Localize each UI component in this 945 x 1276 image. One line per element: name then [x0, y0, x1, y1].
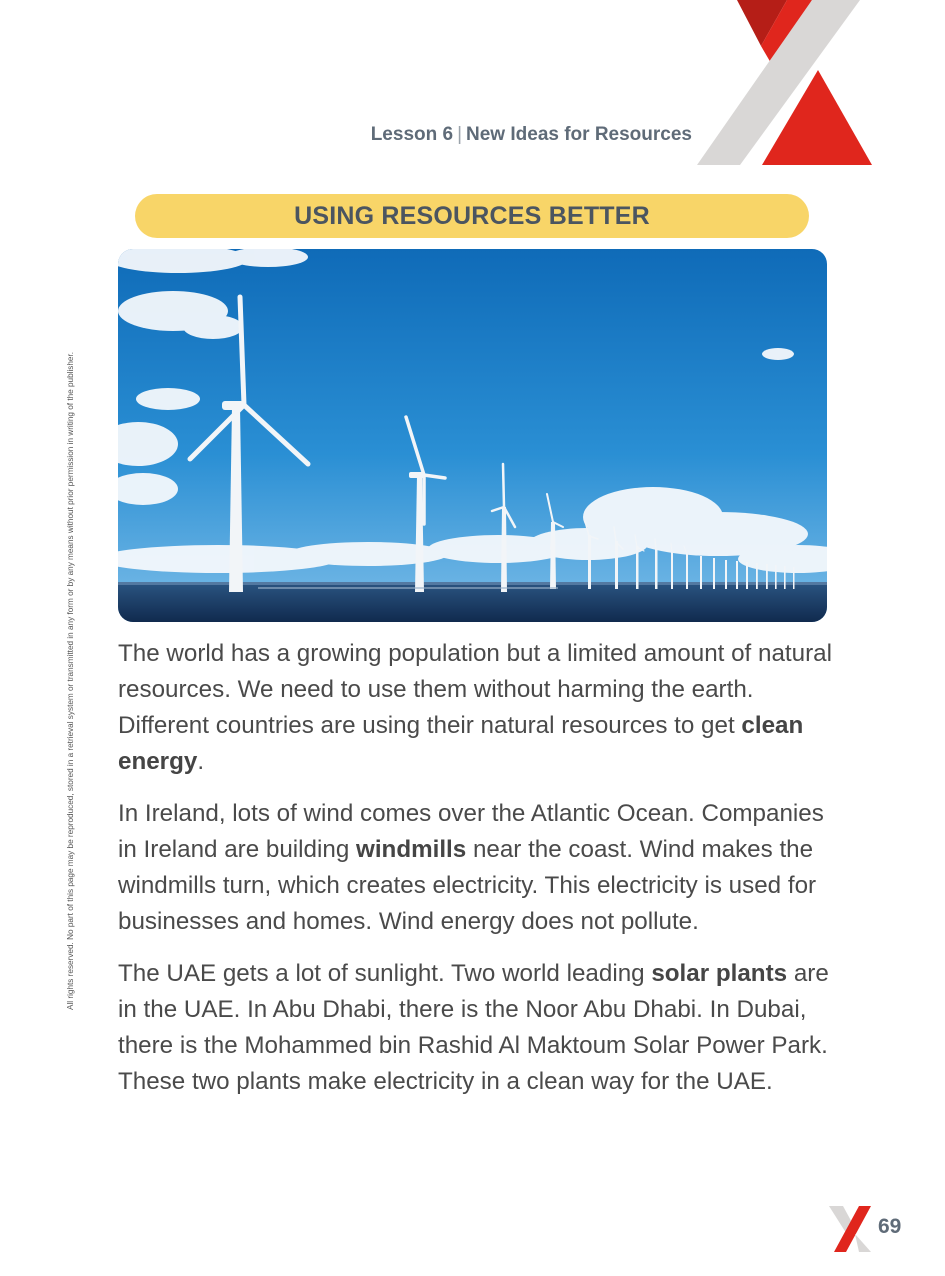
- paragraph-text: are in the UAE. In Abu Dhabi, there is the Noor Abu Dhabi. In Dubai, there is the Mohammed bin Rashid Al Maktoum Solar Power Park. These two plants make electricity in a clean way for the UAE.: [118, 960, 829, 1095]
- paragraph: [118, 796, 838, 940]
- paragraph-text: In Ireland, lots of wind comes over the Atlantic Ocean. Companies in Ireland are building: [118, 800, 824, 863]
- page-x-logo-icon: [829, 1206, 873, 1252]
- header-separator: |: [457, 124, 463, 145]
- key-term: solar plants: [651, 960, 788, 987]
- key-term: clean energy: [118, 712, 804, 775]
- corner-x-logo-icon: [0, 0, 945, 180]
- paragraph: [118, 956, 838, 1100]
- lesson-header: [371, 124, 692, 146]
- page-number: 69: [878, 1215, 902, 1238]
- paragraph-text: .: [197, 748, 205, 775]
- wind-turbines-photo: [118, 249, 827, 622]
- paragraph: [118, 636, 838, 780]
- section-banner: [135, 194, 809, 238]
- lesson-title: New Ideas for Resources: [466, 124, 692, 145]
- paragraph-text: The world has a growing population but a limited amount of natural resources. We need to use them without harming the earth. Different countries are using their natural resources to get: [118, 640, 832, 739]
- paragraph-text: near the coast. Wind makes the windmills turn, which creates electricity. This electricity is used for businesses and homes. Wind energy does not pollute.: [118, 836, 817, 935]
- body-text: [118, 636, 838, 1116]
- copyright-notice: All rights reserved. No part of this page may be reproduced, stored in a retrieval system or transmitted in any form or by any means without prior permission in writing of the publisher.: [66, 351, 75, 1010]
- section-title: USING RESOURCES BETTER: [294, 201, 650, 230]
- lesson-number: Lesson 6: [370, 124, 454, 145]
- key-term: windmills: [356, 836, 467, 863]
- paragraph-text: The UAE gets a lot of sunlight. Two world leading: [118, 960, 652, 987]
